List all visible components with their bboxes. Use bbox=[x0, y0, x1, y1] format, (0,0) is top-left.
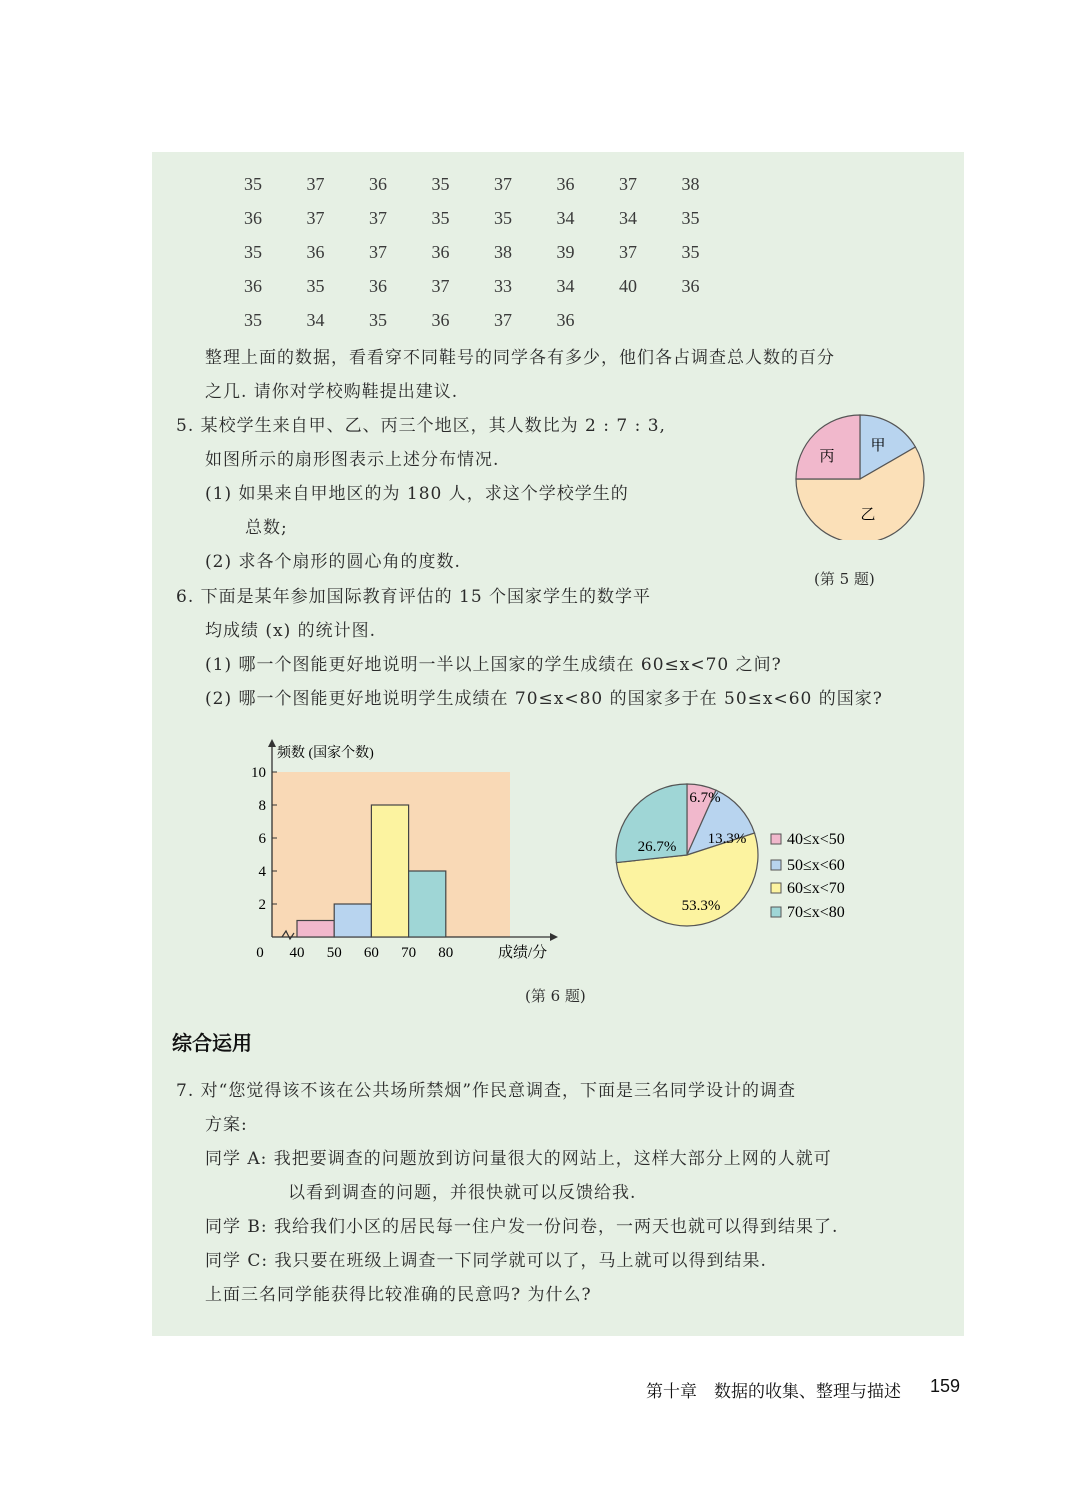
table-cell: 37 bbox=[306, 174, 325, 194]
table-cell: 38 bbox=[494, 242, 512, 262]
y-tick-label: 10 bbox=[251, 765, 266, 781]
q7-a2: 以看到调查的问题，并很快就可以反馈给我. bbox=[288, 1183, 637, 1203]
table-cell: 40 bbox=[619, 276, 637, 296]
y-axis-label: 频数 (国家个数) bbox=[277, 746, 374, 761]
table-cell: 37 bbox=[619, 242, 637, 262]
table-cell: 37 bbox=[431, 276, 450, 296]
p4-line2: 之几. 请你对学校购鞋提出建议. bbox=[205, 382, 459, 402]
table-cell: 34 bbox=[556, 276, 575, 296]
x-axis-label: 成绩/分 bbox=[498, 945, 548, 961]
table-cell: 35 bbox=[244, 310, 262, 330]
table-cell: 36 bbox=[244, 208, 262, 228]
table-cell: 37 bbox=[619, 174, 637, 194]
table-cell: 34 bbox=[619, 208, 637, 228]
histogram-bar bbox=[297, 921, 334, 938]
table-cell: 37 bbox=[369, 242, 387, 262]
q6-line2: 均成绩 (x) 的统计图. bbox=[205, 621, 377, 641]
table-cell: 39 bbox=[556, 242, 575, 262]
p4-line1: 整理上面的数据，看看穿不同鞋号的同学各有多少，他们各占调查总人数的百分 bbox=[205, 348, 835, 368]
table-cell: 36 bbox=[681, 276, 700, 296]
q7-b: 同学 B: 我给我们小区的居民每一住户发一份问卷，一两天也就可以得到结果了. bbox=[205, 1217, 839, 1237]
table-cell: 37 bbox=[306, 208, 325, 228]
table-cell: 35 bbox=[431, 174, 450, 194]
q6-sub1: (1) 哪一个图能更好地说明一半以上国家的学生成绩在 60≤x<70 之间? bbox=[205, 655, 782, 675]
y-tick-label: 6 bbox=[258, 831, 266, 847]
table-cell: 36 bbox=[431, 310, 450, 330]
legend-swatch-40-50 bbox=[771, 834, 781, 844]
legend-label-40-50: 40≤x<50 bbox=[787, 831, 845, 848]
q6-sub2: (2) 哪一个图能更好地说明学生成绩在 70≤x<80 的国家多于在 50≤x<60 的国家? bbox=[205, 689, 883, 709]
x-tick-label: 80 bbox=[438, 945, 454, 961]
footer-chapter: 第十章 数据的收集、整理与描述 bbox=[646, 1382, 901, 1402]
histogram-chart bbox=[240, 735, 570, 970]
table-cell: 34 bbox=[306, 310, 325, 330]
table-cell: 37 bbox=[369, 208, 387, 228]
table-cell: 35 bbox=[681, 208, 700, 228]
pie-label-yi: 乙 bbox=[860, 507, 876, 523]
table-cell: 36 bbox=[369, 276, 387, 296]
table-cell: 36 bbox=[306, 242, 325, 262]
table-cell: 35 bbox=[494, 208, 512, 228]
section-title: 综合运用 bbox=[172, 1031, 252, 1055]
pie-label-bing: 丙 bbox=[819, 449, 835, 465]
pie-label-jia: 甲 bbox=[870, 438, 886, 454]
q6-line1: 6. 下面是某年参加国际教育评估的 15 个国家学生的数学平 bbox=[176, 587, 652, 607]
legend-swatch-60-70 bbox=[771, 883, 781, 893]
y-axis-arrow bbox=[268, 739, 276, 747]
table-cell: 35 bbox=[431, 208, 450, 228]
x-tick-label: 40 bbox=[289, 945, 305, 961]
q5-sub1b: 总数; bbox=[245, 518, 288, 538]
histogram-bar bbox=[371, 805, 408, 937]
q5-sub2: (2) 求各个扇形的圆心角的度数. bbox=[205, 552, 461, 572]
table-cell: 35 bbox=[244, 242, 262, 262]
y-tick-label: 8 bbox=[258, 798, 266, 814]
pie-label-53-3: 53.3% bbox=[681, 898, 721, 914]
legend-swatch-70-80 bbox=[771, 907, 781, 917]
table-cell: 37 bbox=[494, 174, 512, 194]
origin-label: 0 bbox=[256, 945, 264, 961]
q7-line2: 方案: bbox=[205, 1115, 248, 1135]
page-number: 159 bbox=[930, 1376, 961, 1396]
q5-pie-chart bbox=[790, 405, 930, 540]
legend-label-60-70: 60≤x<70 bbox=[787, 880, 845, 897]
pie-slice-bing bbox=[796, 415, 860, 479]
table-cell: 36 bbox=[369, 174, 387, 194]
q5-line1: 5. 某校学生来自甲、乙、丙三个地区，其人数比为 2 : 7 : 3, bbox=[176, 416, 666, 436]
pie-legend bbox=[771, 831, 845, 921]
x-tick-label: 70 bbox=[401, 945, 417, 961]
legend-label-50-60: 50≤x<60 bbox=[787, 857, 845, 874]
legend-label-70-80: 70≤x<80 bbox=[787, 904, 845, 921]
q6-caption: (第 6 题) bbox=[525, 987, 586, 1005]
y-tick-label: 4 bbox=[258, 864, 266, 880]
q7-c: 同学 C: 我只要在班级上调查一下同学就可以了，马上就可以得到结果. bbox=[205, 1251, 767, 1271]
y-tick-label: 2 bbox=[258, 897, 266, 913]
q5-line2: 如图所示的扇形图表示上述分布情况. bbox=[205, 450, 500, 470]
histogram-bar bbox=[334, 904, 371, 937]
table-cell: 36 bbox=[556, 174, 575, 194]
table-cell: 35 bbox=[244, 174, 262, 194]
table-cell: 37 bbox=[494, 310, 512, 330]
table-cell: 35 bbox=[681, 242, 700, 262]
x-tick-label: 50 bbox=[326, 945, 342, 961]
x-axis-arrow bbox=[550, 933, 558, 941]
x-tick-label: 60 bbox=[363, 945, 379, 961]
table-cell: 36 bbox=[244, 276, 262, 296]
table-cell: 33 bbox=[494, 276, 512, 296]
table-cell: 35 bbox=[369, 310, 387, 330]
q5-sub1a: (1) 如果来自甲地区的为 180 人，求这个学校学生的 bbox=[205, 484, 629, 504]
table-cell: 34 bbox=[556, 208, 575, 228]
table-cell: 36 bbox=[556, 310, 575, 330]
pie-label-26-7: 26.7% bbox=[637, 839, 677, 855]
pie-label-13-3: 13.3% bbox=[707, 831, 747, 847]
q7-question: 上面三名同学能获得比较准确的民意吗? 为什么? bbox=[205, 1285, 592, 1305]
q7-line1: 7. 对“您觉得该不该在公共场所禁烟”作民意调查，下面是三名同学设计的调查 bbox=[176, 1081, 797, 1101]
table-cell: 36 bbox=[431, 242, 450, 262]
pie-label-6-7: 6.7% bbox=[689, 790, 721, 806]
histogram-bar bbox=[409, 871, 446, 937]
table-cell: 35 bbox=[306, 276, 325, 296]
q7-a1: 同学 A: 我把要调查的问题放到访问量很大的网站上，这样大部分上网的人就可 bbox=[205, 1149, 832, 1169]
q5-caption: (第 5 题) bbox=[814, 570, 875, 588]
table-cell: 38 bbox=[681, 174, 700, 194]
legend-swatch-50-60 bbox=[771, 860, 781, 870]
q6-pie-chart bbox=[605, 780, 895, 930]
